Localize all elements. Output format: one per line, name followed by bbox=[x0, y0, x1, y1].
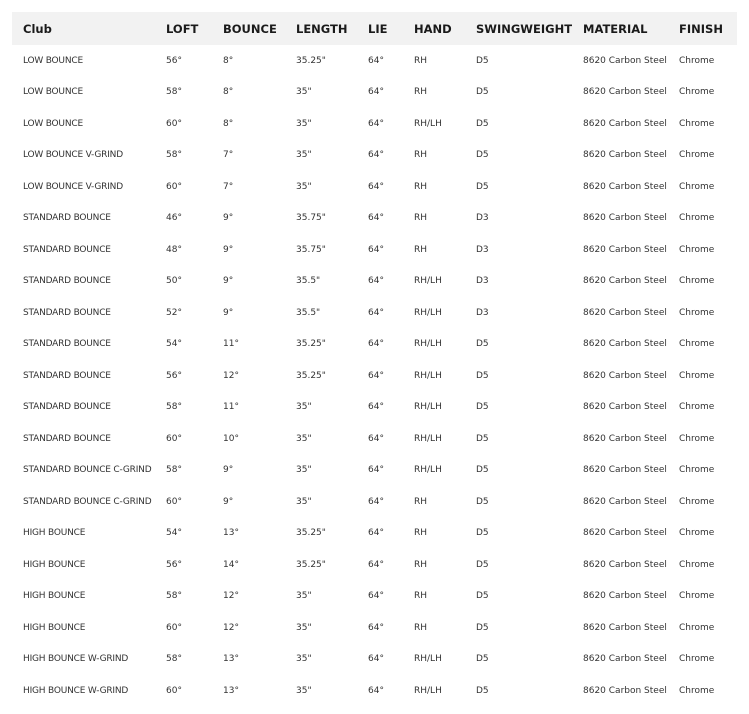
table-header bbox=[12, 12, 737, 45]
cell-club: STANDARD BOUNCE bbox=[23, 402, 111, 413]
cell-length: 35.75" bbox=[296, 213, 326, 224]
cell-loft: 58° bbox=[166, 402, 182, 413]
cell-lie: 64° bbox=[368, 685, 384, 696]
cell-hand: RH bbox=[414, 559, 428, 570]
cell-loft: 58° bbox=[166, 654, 182, 665]
cell-bounce: 11° bbox=[223, 339, 239, 350]
cell-length: 35" bbox=[296, 118, 312, 129]
cell-length: 35" bbox=[296, 87, 312, 98]
cell-finish: Chrome bbox=[679, 496, 715, 507]
cell-club: STANDARD BOUNCE bbox=[23, 276, 111, 287]
table-row bbox=[12, 77, 737, 109]
cell-club: HIGH BOUNCE W-GRIND bbox=[23, 685, 129, 696]
table-row bbox=[12, 675, 737, 707]
cell-hand: RH/LH bbox=[414, 370, 442, 381]
table-row bbox=[12, 45, 737, 77]
cell-lie: 64° bbox=[368, 528, 384, 539]
cell-loft: 58° bbox=[166, 87, 182, 98]
col-header-hand: HAND bbox=[403, 12, 465, 45]
cell-finish: Chrome bbox=[679, 118, 715, 129]
cell-material: 8620 Carbon Steel bbox=[583, 433, 667, 444]
cell-hand: RH/LH bbox=[414, 433, 442, 444]
cell-bounce: 13° bbox=[223, 528, 239, 539]
cell-finish: Chrome bbox=[679, 559, 715, 570]
cell-material: 8620 Carbon Steel bbox=[583, 87, 667, 98]
cell-loft: 54° bbox=[166, 339, 182, 350]
cell-bounce: 14° bbox=[223, 559, 239, 570]
cell-finish: Chrome bbox=[679, 433, 715, 444]
header-row bbox=[12, 12, 737, 45]
cell-material: 8620 Carbon Steel bbox=[583, 276, 667, 287]
cell-hand: RH/LH bbox=[414, 465, 442, 476]
cell-hand: RH bbox=[414, 528, 428, 539]
cell-hand: RH/LH bbox=[414, 276, 442, 287]
cell-hand: RH bbox=[414, 496, 428, 507]
cell-swingweight: D3 bbox=[476, 213, 489, 224]
cell-hand: RH bbox=[414, 213, 428, 224]
cell-club: LOW BOUNCE V-GRIND bbox=[23, 150, 123, 161]
cell-lie: 64° bbox=[368, 496, 384, 507]
col-header-material: MATERIAL bbox=[572, 12, 668, 45]
cell-hand: RH bbox=[414, 87, 428, 98]
cell-length: 35.75" bbox=[296, 244, 326, 255]
table-row bbox=[12, 140, 737, 172]
cell-finish: Chrome bbox=[679, 528, 715, 539]
cell-material: 8620 Carbon Steel bbox=[583, 622, 667, 633]
table-row bbox=[12, 486, 737, 518]
cell-lie: 64° bbox=[368, 307, 384, 318]
cell-loft: 60° bbox=[166, 118, 182, 129]
cell-length: 35" bbox=[296, 654, 312, 665]
cell-loft: 60° bbox=[166, 496, 182, 507]
table-row bbox=[12, 644, 737, 676]
cell-material: 8620 Carbon Steel bbox=[583, 213, 667, 224]
cell-swingweight: D3 bbox=[476, 307, 489, 318]
cell-material: 8620 Carbon Steel bbox=[583, 591, 667, 602]
cell-hand: RH/LH bbox=[414, 307, 442, 318]
cell-lie: 64° bbox=[368, 244, 384, 255]
cell-bounce: 13° bbox=[223, 654, 239, 665]
cell-loft: 56° bbox=[166, 370, 182, 381]
cell-lie: 64° bbox=[368, 370, 384, 381]
cell-material: 8620 Carbon Steel bbox=[583, 339, 667, 350]
cell-loft: 54° bbox=[166, 528, 182, 539]
cell-club: HIGH BOUNCE bbox=[23, 622, 86, 633]
cell-loft: 52° bbox=[166, 307, 182, 318]
cell-bounce: 7° bbox=[223, 181, 234, 192]
cell-bounce: 9° bbox=[223, 465, 234, 476]
cell-loft: 56° bbox=[166, 55, 182, 66]
cell-hand: RH/LH bbox=[414, 118, 442, 129]
cell-bounce: 9° bbox=[223, 244, 234, 255]
cell-material: 8620 Carbon Steel bbox=[583, 181, 667, 192]
cell-hand: RH/LH bbox=[414, 654, 442, 665]
cell-finish: Chrome bbox=[679, 591, 715, 602]
cell-swingweight: D5 bbox=[476, 465, 489, 476]
cell-bounce: 8° bbox=[223, 87, 234, 98]
cell-bounce: 8° bbox=[223, 55, 234, 66]
cell-lie: 64° bbox=[368, 87, 384, 98]
cell-length: 35.25" bbox=[296, 559, 326, 570]
cell-finish: Chrome bbox=[679, 339, 715, 350]
cell-length: 35.5" bbox=[296, 307, 321, 318]
cell-swingweight: D5 bbox=[476, 370, 489, 381]
cell-loft: 56° bbox=[166, 559, 182, 570]
cell-club: HIGH BOUNCE bbox=[23, 591, 86, 602]
cell-length: 35" bbox=[296, 591, 312, 602]
cell-material: 8620 Carbon Steel bbox=[583, 559, 667, 570]
cell-lie: 64° bbox=[368, 276, 384, 287]
cell-material: 8620 Carbon Steel bbox=[583, 55, 667, 66]
cell-bounce: 12° bbox=[223, 370, 239, 381]
cell-lie: 64° bbox=[368, 465, 384, 476]
cell-finish: Chrome bbox=[679, 244, 715, 255]
cell-swingweight: D5 bbox=[476, 55, 489, 66]
cell-swingweight: D5 bbox=[476, 181, 489, 192]
table-row bbox=[12, 108, 737, 140]
cell-swingweight: D5 bbox=[476, 654, 489, 665]
col-header-bounce: BOUNCE bbox=[212, 12, 285, 45]
cell-material: 8620 Carbon Steel bbox=[583, 402, 667, 413]
cell-length: 35" bbox=[296, 150, 312, 161]
cell-club: STANDARD BOUNCE bbox=[23, 307, 111, 318]
table-row bbox=[12, 360, 737, 392]
cell-hand: RH/LH bbox=[414, 402, 442, 413]
cell-bounce: 9° bbox=[223, 213, 234, 224]
cell-lie: 64° bbox=[368, 181, 384, 192]
col-header-club: Club bbox=[12, 12, 155, 45]
table-row bbox=[12, 581, 737, 613]
cell-finish: Chrome bbox=[679, 465, 715, 476]
cell-bounce: 9° bbox=[223, 496, 234, 507]
col-header-loft: LOFT bbox=[155, 12, 212, 45]
cell-loft: 60° bbox=[166, 433, 182, 444]
table-row bbox=[12, 234, 737, 266]
cell-bounce: 7° bbox=[223, 150, 234, 161]
cell-swingweight: D5 bbox=[476, 433, 489, 444]
cell-bounce: 13° bbox=[223, 685, 239, 696]
cell-finish: Chrome bbox=[679, 213, 715, 224]
cell-material: 8620 Carbon Steel bbox=[583, 528, 667, 539]
cell-material: 8620 Carbon Steel bbox=[583, 307, 667, 318]
cell-swingweight: D5 bbox=[476, 591, 489, 602]
col-header-swingweight: SWINGWEIGHT bbox=[465, 12, 572, 45]
cell-lie: 64° bbox=[368, 559, 384, 570]
cell-club: HIGH BOUNCE bbox=[23, 528, 86, 539]
table-row bbox=[12, 392, 737, 424]
table-row bbox=[12, 266, 737, 298]
cell-club: STANDARD BOUNCE bbox=[23, 213, 111, 224]
cell-swingweight: D3 bbox=[476, 244, 489, 255]
cell-finish: Chrome bbox=[679, 685, 715, 696]
table-row bbox=[12, 203, 737, 235]
cell-finish: Chrome bbox=[679, 87, 715, 98]
cell-hand: RH/LH bbox=[414, 339, 442, 350]
col-header-lie: LIE bbox=[357, 12, 403, 45]
cell-finish: Chrome bbox=[679, 150, 715, 161]
cell-swingweight: D5 bbox=[476, 528, 489, 539]
cell-club: STANDARD BOUNCE C-GRIND bbox=[23, 496, 152, 507]
cell-swingweight: D5 bbox=[476, 402, 489, 413]
table-row bbox=[12, 329, 737, 361]
cell-material: 8620 Carbon Steel bbox=[583, 685, 667, 696]
cell-swingweight: D5 bbox=[476, 559, 489, 570]
cell-length: 35.5" bbox=[296, 276, 321, 287]
cell-loft: 60° bbox=[166, 181, 182, 192]
cell-club: HIGH BOUNCE W-GRIND bbox=[23, 654, 129, 665]
cell-loft: 46° bbox=[166, 213, 182, 224]
cell-club: LOW BOUNCE bbox=[23, 118, 83, 129]
cell-loft: 48° bbox=[166, 244, 182, 255]
cell-material: 8620 Carbon Steel bbox=[583, 150, 667, 161]
cell-loft: 58° bbox=[166, 150, 182, 161]
cell-length: 35" bbox=[296, 181, 312, 192]
cell-club: STANDARD BOUNCE C-GRIND bbox=[23, 465, 152, 476]
cell-lie: 64° bbox=[368, 402, 384, 413]
cell-length: 35.25" bbox=[296, 339, 326, 350]
table-row bbox=[12, 297, 737, 329]
cell-club: STANDARD BOUNCE bbox=[23, 339, 111, 350]
cell-length: 35" bbox=[296, 496, 312, 507]
cell-finish: Chrome bbox=[679, 181, 715, 192]
cell-club: LOW BOUNCE V-GRIND bbox=[23, 181, 123, 192]
cell-loft: 58° bbox=[166, 465, 182, 476]
cell-lie: 64° bbox=[368, 118, 384, 129]
cell-club: LOW BOUNCE bbox=[23, 55, 83, 66]
cell-swingweight: D5 bbox=[476, 150, 489, 161]
cell-finish: Chrome bbox=[679, 276, 715, 287]
cell-loft: 60° bbox=[166, 685, 182, 696]
table-row bbox=[12, 455, 737, 487]
cell-bounce: 9° bbox=[223, 276, 234, 287]
cell-club: STANDARD BOUNCE bbox=[23, 244, 111, 255]
table-row bbox=[12, 612, 737, 644]
cell-hand: RH bbox=[414, 622, 428, 633]
cell-hand: RH bbox=[414, 244, 428, 255]
cell-club: HIGH BOUNCE bbox=[23, 559, 86, 570]
cell-lie: 64° bbox=[368, 433, 384, 444]
cell-finish: Chrome bbox=[679, 307, 715, 318]
specs-table bbox=[12, 12, 737, 707]
col-header-finish: FINISH bbox=[668, 12, 737, 45]
cell-finish: Chrome bbox=[679, 402, 715, 413]
cell-lie: 64° bbox=[368, 150, 384, 161]
cell-bounce: 9° bbox=[223, 307, 234, 318]
cell-length: 35" bbox=[296, 465, 312, 476]
table-row bbox=[12, 549, 737, 581]
cell-length: 35" bbox=[296, 622, 312, 633]
cell-lie: 64° bbox=[368, 622, 384, 633]
cell-lie: 64° bbox=[368, 213, 384, 224]
cell-loft: 60° bbox=[166, 622, 182, 633]
cell-finish: Chrome bbox=[679, 55, 715, 66]
table-body bbox=[12, 45, 737, 707]
cell-swingweight: D5 bbox=[476, 87, 489, 98]
cell-material: 8620 Carbon Steel bbox=[583, 654, 667, 665]
cell-swingweight: D3 bbox=[476, 276, 489, 287]
cell-bounce: 8° bbox=[223, 118, 234, 129]
table-row bbox=[12, 518, 737, 550]
cell-material: 8620 Carbon Steel bbox=[583, 370, 667, 381]
cell-material: 8620 Carbon Steel bbox=[583, 496, 667, 507]
cell-loft: 58° bbox=[166, 591, 182, 602]
cell-club: LOW BOUNCE bbox=[23, 87, 83, 98]
cell-loft: 50° bbox=[166, 276, 182, 287]
cell-club: STANDARD BOUNCE bbox=[23, 370, 111, 381]
cell-hand: RH bbox=[414, 181, 428, 192]
col-header-length: LENGTH bbox=[285, 12, 357, 45]
table-row bbox=[12, 171, 737, 203]
cell-lie: 64° bbox=[368, 55, 384, 66]
cell-finish: Chrome bbox=[679, 370, 715, 381]
cell-bounce: 12° bbox=[223, 591, 239, 602]
cell-swingweight: D5 bbox=[476, 685, 489, 696]
cell-length: 35.25" bbox=[296, 370, 326, 381]
cell-hand: RH bbox=[414, 150, 428, 161]
cell-bounce: 11° bbox=[223, 402, 239, 413]
cell-length: 35.25" bbox=[296, 55, 326, 66]
cell-length: 35" bbox=[296, 433, 312, 444]
cell-lie: 64° bbox=[368, 591, 384, 602]
cell-bounce: 12° bbox=[223, 622, 239, 633]
cell-length: 35" bbox=[296, 402, 312, 413]
cell-material: 8620 Carbon Steel bbox=[583, 465, 667, 476]
cell-material: 8620 Carbon Steel bbox=[583, 118, 667, 129]
cell-length: 35.25" bbox=[296, 528, 326, 539]
cell-bounce: 10° bbox=[223, 433, 239, 444]
cell-lie: 64° bbox=[368, 654, 384, 665]
cell-hand: RH bbox=[414, 591, 428, 602]
cell-lie: 64° bbox=[368, 339, 384, 350]
cell-swingweight: D5 bbox=[476, 118, 489, 129]
cell-swingweight: D5 bbox=[476, 622, 489, 633]
table-row bbox=[12, 423, 737, 455]
cell-hand: RH/LH bbox=[414, 685, 442, 696]
cell-material: 8620 Carbon Steel bbox=[583, 244, 667, 255]
cell-length: 35" bbox=[296, 685, 312, 696]
cell-swingweight: D5 bbox=[476, 496, 489, 507]
cell-club: STANDARD BOUNCE bbox=[23, 433, 111, 444]
cell-swingweight: D5 bbox=[476, 339, 489, 350]
cell-hand: RH bbox=[414, 55, 428, 66]
cell-finish: Chrome bbox=[679, 654, 715, 665]
cell-finish: Chrome bbox=[679, 622, 715, 633]
